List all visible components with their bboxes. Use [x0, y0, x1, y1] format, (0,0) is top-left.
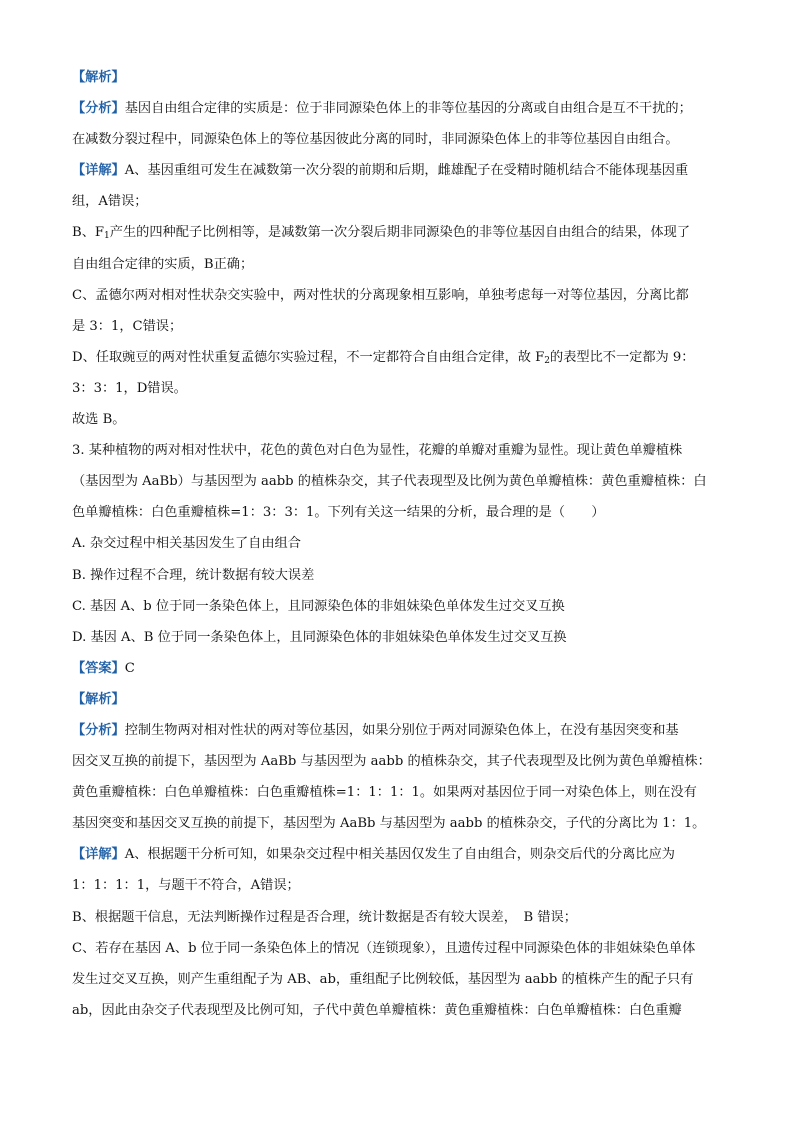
- paragraph-text: 故选 B。: [72, 412, 126, 428]
- paragraph-text: 控制生物两对相对性状的两对等位基因，如果分别位于两对同源染色体上，在没有基因突变和基: [124, 722, 679, 738]
- line-7: [72, 249, 732, 280]
- line-26: [72, 839, 732, 870]
- paragraph-text: 基因自由组合定律的实质是：位于非同源染色体上的非等位基因的分离或自由组合是互不干扰的；: [124, 101, 692, 117]
- paragraph-text-post: 产生的四种配子比例相等，是减数第一次分裂后期非同源染色的非等位基因自由组合的结果，体现了: [109, 225, 691, 241]
- paragraph-text: 在减数分裂过程中，同源染色体上的等位基因彼此分离的同时，非同源染色体上的非等位基因自由组合。: [72, 132, 679, 148]
- line-30: [72, 964, 732, 995]
- paragraph-text: 1：1：1：1，与题干不符合，A错误；: [72, 878, 300, 894]
- paragraph-text-post: 的表型比不一定都为 9：: [550, 349, 695, 365]
- question-text: 色单瓣植株：白色重瓣植株=1：3：3：1。下列有关这一结果的分析，最合理的是（ ）: [72, 505, 605, 521]
- option-a: [72, 528, 732, 559]
- option-c: [72, 591, 732, 622]
- line-6: [72, 217, 732, 248]
- line-2: [72, 93, 732, 124]
- option-d: [72, 622, 732, 653]
- question-text: 3. 某种植物的两对相对性状中，花色的黄色对白色为显性，花瓣的单瓣对重瓣为显性。现让黄色单瓣植株: [72, 443, 683, 459]
- line-1: [72, 62, 732, 93]
- line-4: [72, 155, 732, 186]
- section-tag-analysis: 【解析】: [72, 70, 125, 85]
- line-3: [72, 124, 732, 155]
- document-page: [72, 62, 732, 1026]
- option-text: A. 杂交过程中相关基因发生了自由组合: [72, 536, 301, 552]
- paragraph-text: 因交叉互换的前提下，基因型为 AaBb 与基因型为 aabb 的植株杂交，其子代表现型及比例为黄色单瓣植株：: [72, 754, 711, 770]
- question-3-stem-3: [72, 497, 732, 528]
- line-9: [72, 311, 732, 342]
- section-tag-analysis: 【解析】: [72, 691, 125, 707]
- line-23: [72, 746, 732, 777]
- paragraph-text: A、基因重组可发生在减数第一次分裂的前期和后期，雌雄配子在受精时随机结合不能体现基因重: [124, 163, 689, 179]
- paragraph-text: 黄色重瓣植株：白色单瓣植株：白色重瓣植株=1：1：1：1。如果两对基因位于同一对染色体上，则在没有: [72, 785, 697, 801]
- question-3-stem-1: [72, 435, 732, 466]
- paragraph-text: 3：3：1，D错误。: [72, 380, 187, 396]
- option-text: D. 基因 A、B 位于同一条染色体上，且同源染色体的非姐妹染色单体发生过交叉互换: [72, 629, 567, 645]
- answer-line: [72, 653, 732, 684]
- line-10: [72, 342, 732, 373]
- answer-value: C: [124, 660, 135, 676]
- paragraph-text: 发生过交叉互换，则产生重组配子为 AB、ab，重组配子比例较低，基因型为 aabb 的植株产生的配子只有: [72, 971, 694, 987]
- paragraph-text: 是 3：1，C错误；: [72, 318, 183, 334]
- question-text: （基因型为 AaBb）与基因型为 aabb 的植株杂交，其子代表现型及比例为黄色单瓣植株：黄色重瓣植株：白: [72, 474, 707, 490]
- paragraph-text: C、若存在基因 A、b 位于同一条染色体上的情况（连锁现象），且遗传过程中同源染色体的非姐妹染色单体: [72, 940, 696, 956]
- paragraph-text: ab，因此由杂交子代表现型及比例可知，子代中黄色单瓣植株：黄色重瓣植株：白色单瓣植株：白色重瓣: [72, 1002, 682, 1018]
- subscript: 2: [544, 355, 551, 366]
- option-text: C. 基因 A、b 位于同一条染色体上，且同源染色体的非姐妹染色单体发生过交叉互换: [72, 598, 565, 614]
- line-24: [72, 777, 732, 808]
- section-tag-xiangjie: 【详解】: [72, 163, 125, 179]
- paragraph-text-pre: B、F: [72, 225, 105, 241]
- line-11: [72, 373, 732, 404]
- paragraph-text-pre: D、任取豌豆的两对性状重复孟德尔实验过程，不一定都符合自由组合定律，故 F: [72, 349, 545, 365]
- subscript: 1: [104, 231, 110, 242]
- line-31: [72, 995, 732, 1026]
- line-12: [72, 404, 732, 435]
- section-tag-answer: 【答案】: [72, 660, 125, 676]
- line-27: [72, 870, 732, 901]
- paragraph-text: A、根据题干分析可知，如果杂交过程中相关基因仅发生了自由组合，则杂交后代的分离比应为: [124, 847, 675, 863]
- section-tag-fenxi: 【分析】: [72, 101, 125, 117]
- paragraph-text: B、根据题干信息，无法判断操作过程是否合理，统计数据是否有较大误差， B 错误；: [72, 909, 577, 925]
- paragraph-text: 自由组合定律的实质，B正确；: [72, 256, 254, 272]
- line-22: [72, 715, 732, 746]
- line-5: [72, 186, 732, 217]
- line-29: [72, 933, 732, 964]
- line-28: [72, 902, 732, 933]
- line-8: [72, 280, 732, 311]
- section-tag-xiangjie: 【详解】: [72, 847, 125, 863]
- option-b: [72, 560, 732, 591]
- line-21: [72, 684, 732, 715]
- paragraph-text: 基因突变和基因交叉互换的前提下，基因型为 AaBb 与基因型为 aabb 的植株杂交，子代的分离比为 1：1。: [72, 816, 706, 832]
- section-tag-fenxi: 【分析】: [72, 722, 125, 738]
- line-25: [72, 808, 732, 839]
- paragraph-text: C、孟德尔两对相对性状杂交实验中，两对性状的分离现象相互影响，单独考虑每一对等位基因，分离比都: [72, 287, 689, 303]
- paragraph-text: 组，A错误；: [72, 194, 148, 210]
- question-3-stem-2: [72, 466, 732, 497]
- option-text: B. 操作过程不合理，统计数据有较大误差: [72, 567, 315, 583]
